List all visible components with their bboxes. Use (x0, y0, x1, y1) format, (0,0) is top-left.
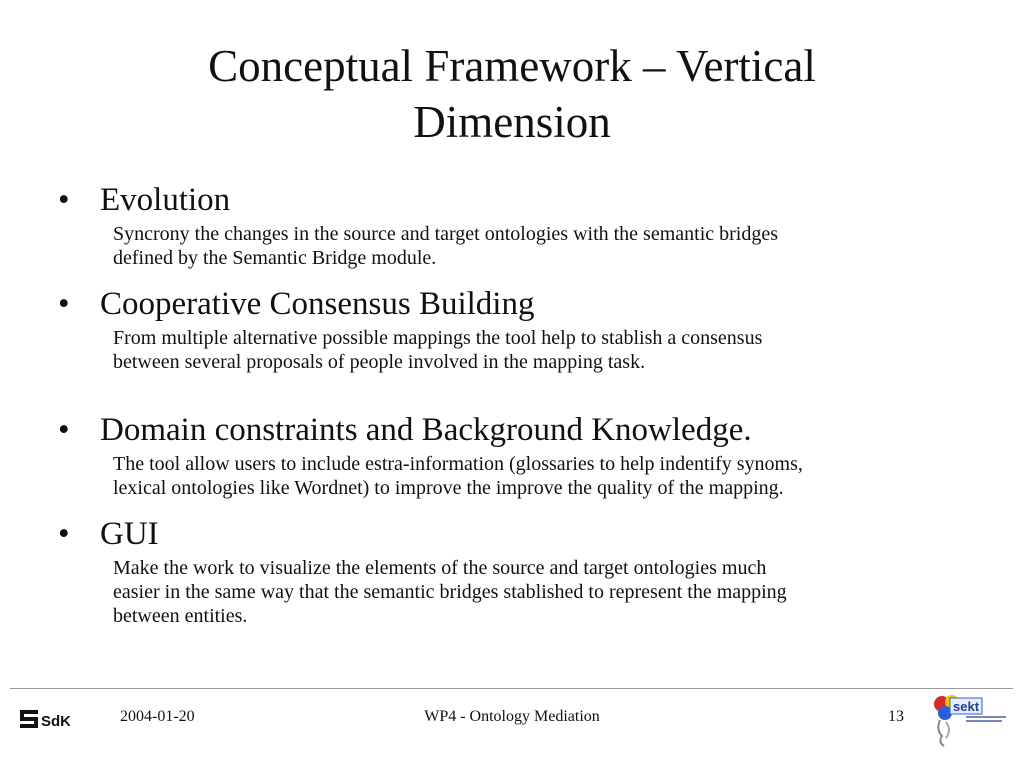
slide-title-line-2: Dimension (413, 97, 611, 147)
bullet-description: Make the work to visualize the elements of the source and target ontologies much easier in the same way that the semantic bridges stablished to represent the mapping between entities. (113, 557, 787, 627)
slide-footer (0, 700, 1024, 760)
bullet-heading: Evolution (100, 182, 231, 218)
slide-title-line-1: Conceptual Framework – Vertical (208, 41, 816, 91)
bullet-item-gui (58, 512, 988, 628)
bullet-dot: • (58, 412, 70, 448)
bullet-description: From multiple alternative possible mappings the tool help to stablish a consensus between several proposals of people involved in the mapping task. (113, 327, 763, 373)
bullet-dot: • (58, 516, 70, 552)
bullet-item-domain-constraints (58, 408, 988, 500)
bullet-dot: • (58, 286, 70, 322)
bullet-dot: • (58, 182, 70, 218)
slide-title (0, 38, 1024, 150)
footer-divider (10, 688, 1013, 689)
bullet-item-cooperative-consensus (58, 282, 988, 374)
footer-date: 2004-01-20 (120, 708, 195, 725)
page-number: 13 (888, 708, 904, 725)
sdk-logo-text: SdK (41, 713, 70, 730)
bullet-list (58, 178, 988, 628)
bullet-heading: Domain constraints and Background Knowledge. (100, 412, 752, 448)
sekt-logo (928, 692, 1010, 755)
bullet-description: Syncrony the changes in the source and target ontologies with the semantic bridges defined by the Semantic Bridge module. (113, 223, 779, 269)
sekt-logo-text: sekt (953, 699, 980, 714)
bullet-description: The tool allow users to include estra-information (glossaries to help indentify synoms, lexical ontologies like Wordnet) to improve the improve the quality of the mapping. (113, 453, 803, 499)
bullet-item-evolution (58, 178, 988, 270)
footer-title: WP4 - Ontology Mediation (424, 708, 600, 725)
bullet-heading: GUI (100, 516, 159, 552)
bullet-heading: Cooperative Consensus Building (100, 286, 535, 322)
